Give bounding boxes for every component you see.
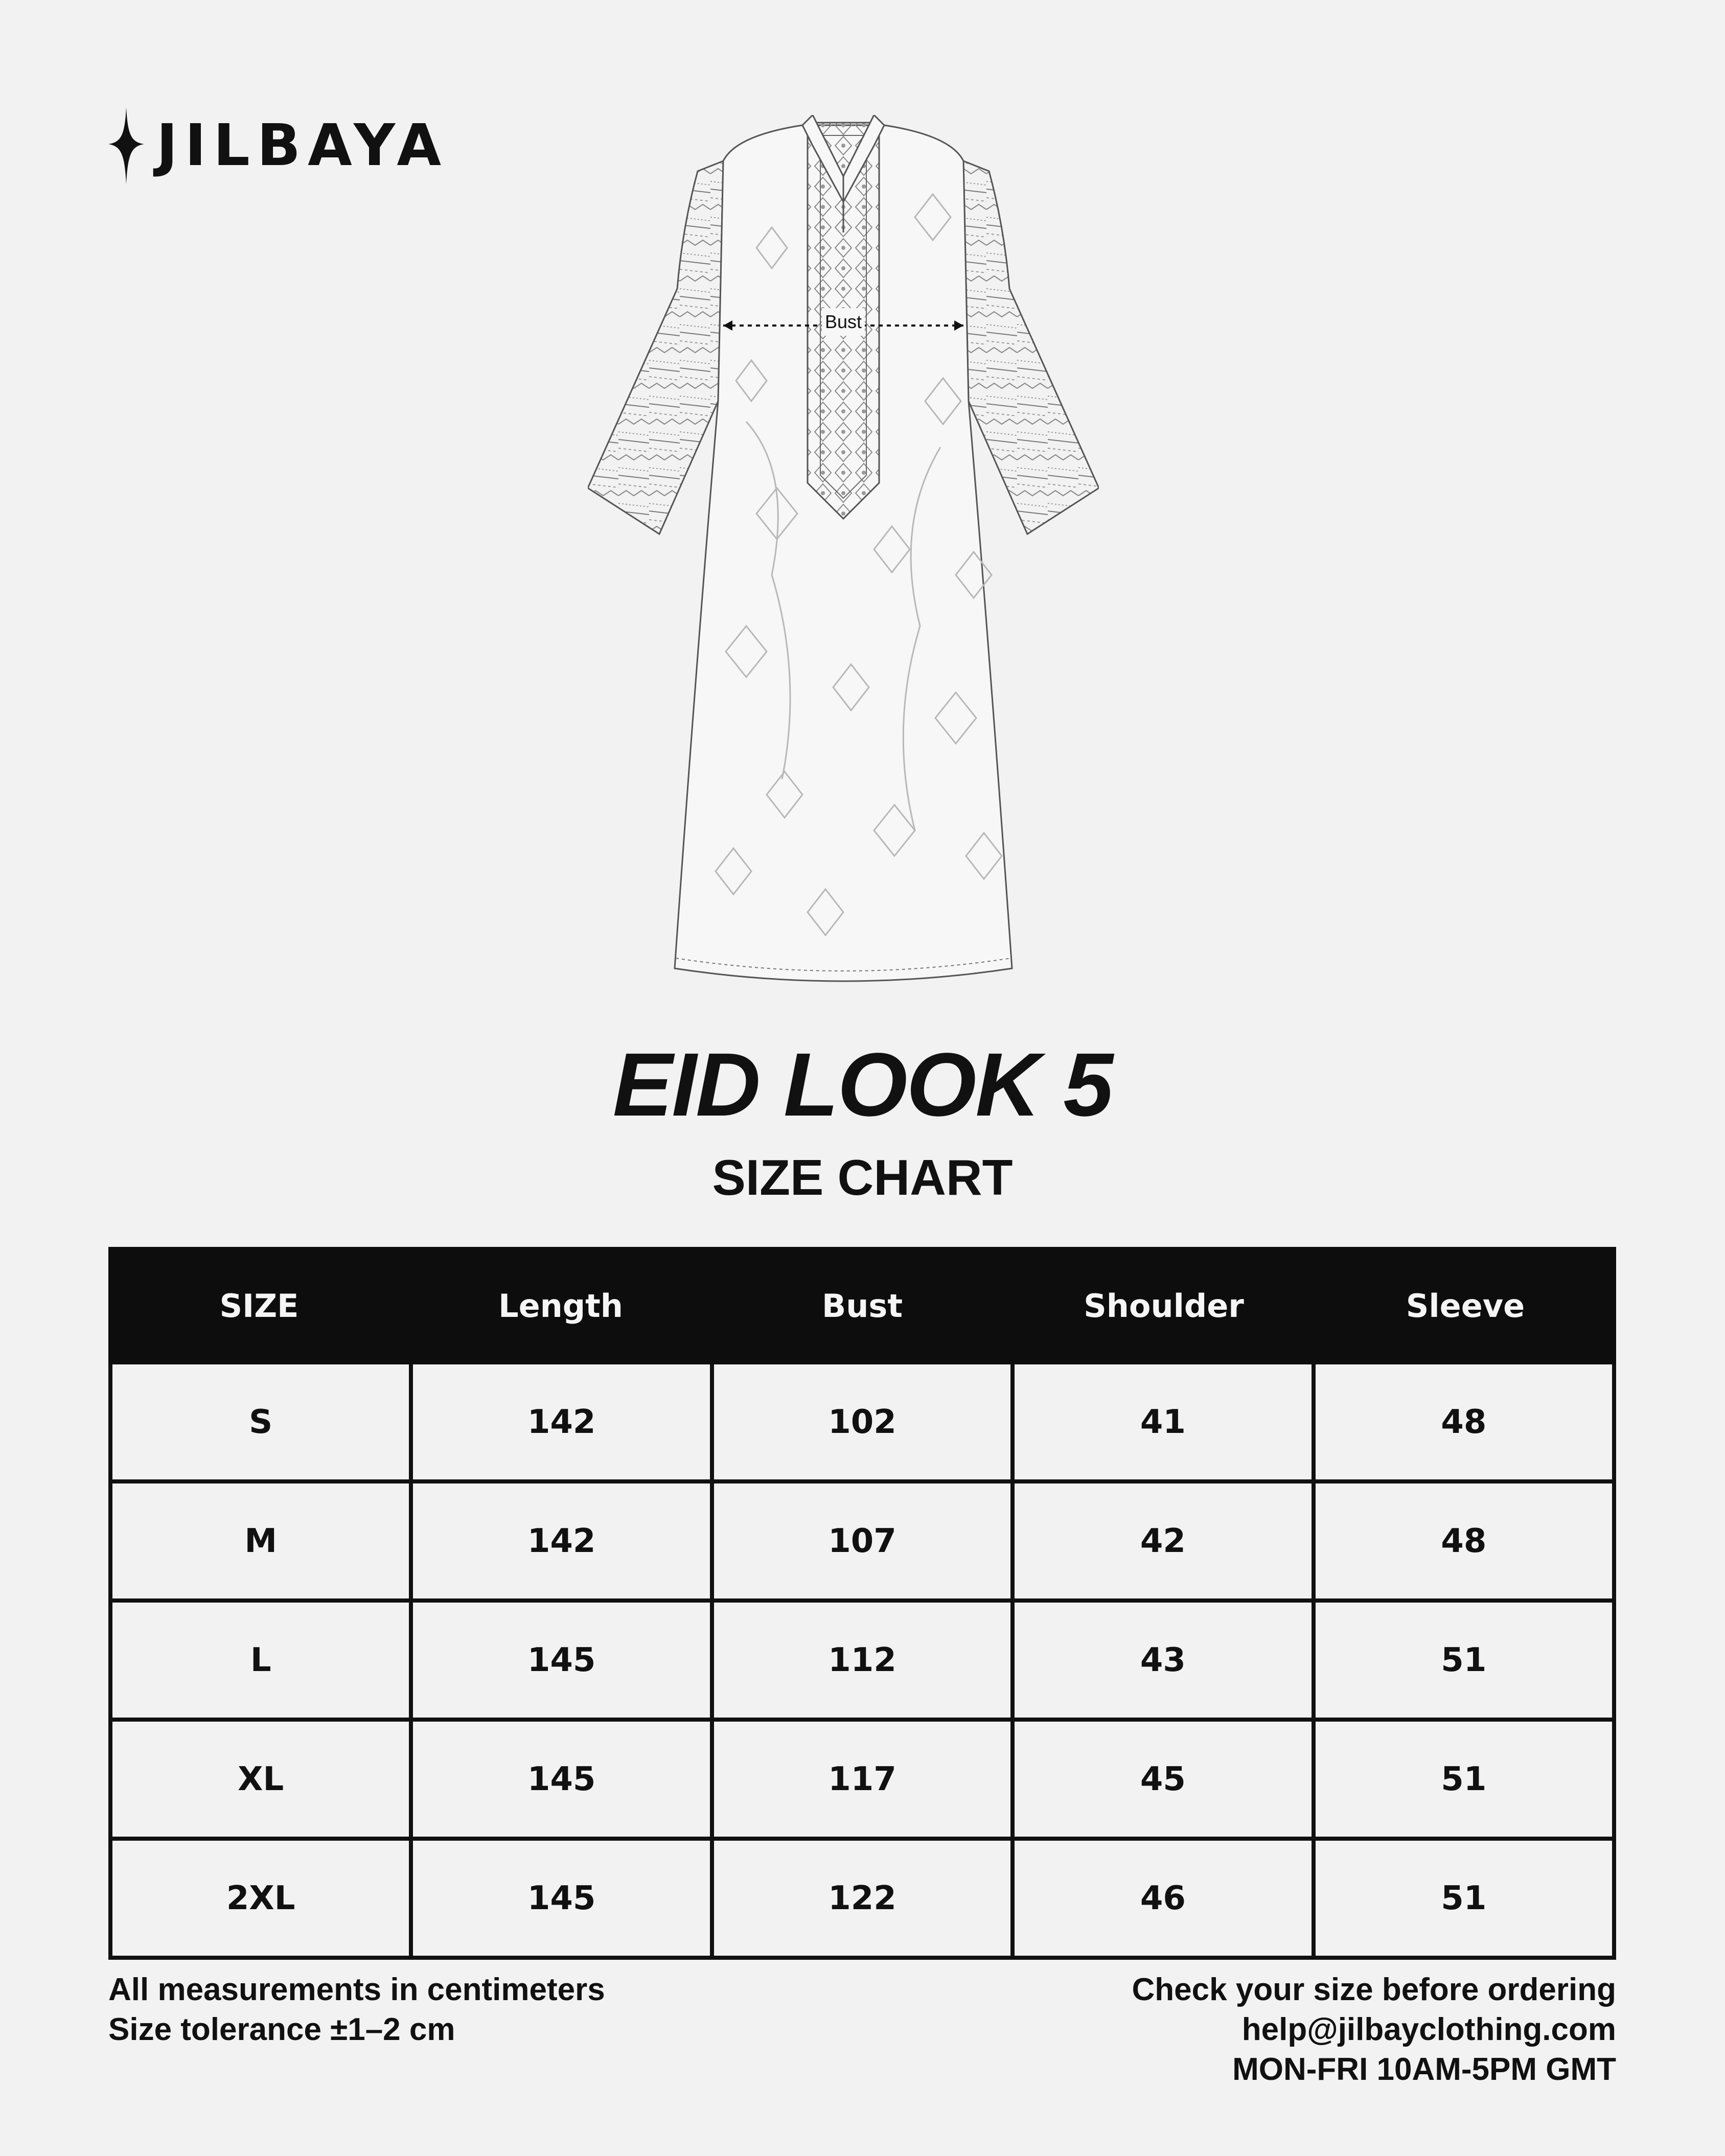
cell-shoulder: 46 (1010, 1841, 1311, 1956)
cell-shoulder: 42 (1010, 1483, 1311, 1598)
cell-size: M (244, 1522, 278, 1560)
cell-length: 145 (409, 1603, 709, 1718)
cell-length: 145 (409, 1841, 709, 1956)
header-bust: Bust (822, 1287, 903, 1325)
four-point-star-icon (108, 107, 144, 184)
note-tolerance: Size tolerance ±1–2 cm (108, 2012, 455, 2047)
contact-email: help@jilbayclothing.com (1241, 2012, 1616, 2047)
table-row (112, 1598, 1612, 1718)
brand-logo (108, 107, 448, 184)
contact-hours: MON-FRI 10AM-5PM GMT (1232, 2052, 1616, 2087)
cell-sleeve: 51 (1312, 1722, 1612, 1837)
measurement-notes (108, 1970, 605, 2050)
table-header (108, 1247, 1616, 1364)
garment-illustration (588, 115, 1099, 999)
cell-shoulder: 43 (1010, 1603, 1311, 1718)
table-row (112, 1718, 1612, 1837)
page-title: EID LOOK 5 (612, 1035, 1113, 1135)
cell-sleeve: 48 (1312, 1364, 1612, 1479)
brand-name: JILBAYA (156, 112, 449, 179)
table-body (108, 1364, 1616, 1960)
cell-sleeve: 48 (1312, 1483, 1612, 1598)
contact-info (1132, 1970, 1616, 2090)
cell-length: 142 (409, 1364, 709, 1479)
header-shoulder: Shoulder (1084, 1287, 1244, 1325)
cell-bust: 112 (710, 1603, 1010, 1718)
cell-length: 145 (409, 1722, 709, 1837)
bust-measure-label: Bust (824, 311, 862, 332)
page-subtitle: SIZE CHART (712, 1149, 1013, 1205)
cell-size: XL (238, 1760, 284, 1798)
table-row (112, 1364, 1612, 1479)
cell-size: S (249, 1403, 273, 1441)
cell-sleeve: 51 (1312, 1603, 1612, 1718)
note-units: All measurements in centimeters (108, 1972, 605, 2007)
table-row (112, 1479, 1612, 1598)
cell-sleeve: 51 (1312, 1841, 1612, 1956)
cell-size: L (250, 1641, 271, 1679)
cell-bust: 102 (710, 1364, 1010, 1479)
note-check-size: Check your size before ordering (1132, 1972, 1616, 2007)
cell-shoulder: 41 (1010, 1364, 1311, 1479)
cell-bust: 122 (710, 1841, 1010, 1956)
header-sleeve: Sleeve (1406, 1287, 1525, 1325)
cell-length: 142 (409, 1483, 709, 1598)
cell-size: 2XL (226, 1879, 295, 1917)
cell-bust: 117 (710, 1722, 1010, 1837)
header-size: SIZE (219, 1287, 299, 1325)
table-row (112, 1837, 1612, 1956)
header-length: Length (498, 1287, 623, 1325)
size-table (108, 1247, 1616, 1960)
cell-shoulder: 45 (1010, 1722, 1311, 1837)
cell-bust: 107 (710, 1483, 1010, 1598)
